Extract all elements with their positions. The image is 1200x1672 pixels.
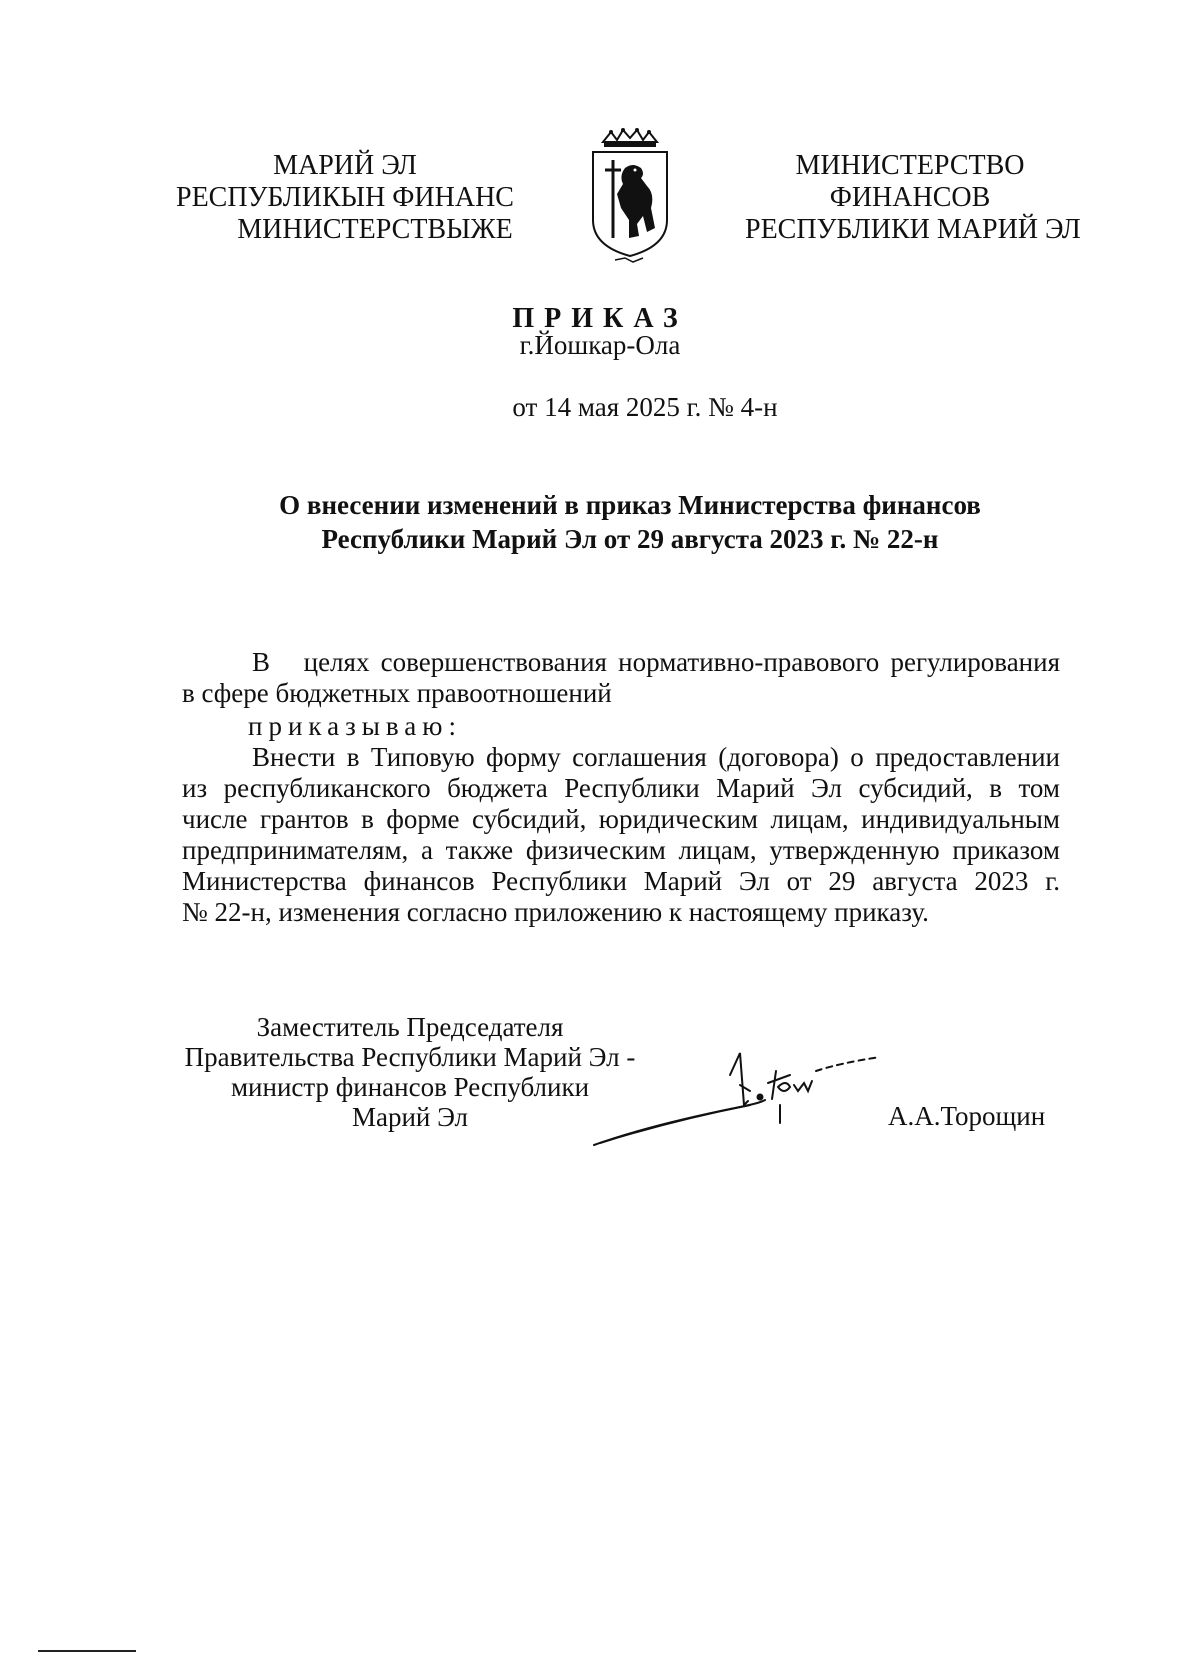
order-line-3: числе грантов в форме субсидий, юридическим лицам, индивидуальным bbox=[182, 804, 1060, 834]
preamble-paragraph bbox=[182, 647, 1060, 709]
document-date-number: от 14 мая 2025 г. № 4-н bbox=[512, 392, 778, 422]
order-line-2: из республиканского бюджета Республики Марий Эл субсидий, в том bbox=[182, 773, 1060, 803]
signatory-position bbox=[180, 1012, 640, 1132]
document-type-title: ПРИКАЗ bbox=[512, 303, 688, 334]
header-right-line-2: ФИНАНСОВ bbox=[829, 182, 991, 213]
footer-divider bbox=[38, 1650, 136, 1652]
order-line-5: Министерства финансов Республики Марий Эл от 29 августа 2023 г. bbox=[182, 866, 1060, 896]
preamble-line-1: В целях совершенствования нормативно-правового регулирования bbox=[252, 647, 1060, 677]
document-city: г.Йошкар-Ола bbox=[519, 330, 681, 360]
header-left-line-2: РЕСПУБЛИКЫН ФИНАНС bbox=[176, 182, 514, 213]
header-right-line-3: РЕСПУБЛИКИ МАРИЙ ЭЛ bbox=[745, 214, 1081, 245]
handwritten-signature-icon bbox=[590, 1045, 920, 1155]
position-line-1: Заместитель Председателя bbox=[256, 1012, 564, 1042]
order-paragraph bbox=[182, 742, 1060, 928]
header-left-line-3: МИНИСТЕРСТВЫЖЕ bbox=[237, 214, 513, 245]
order-line-6: № 22-н, изменения согласно приложению к настоящему приказу. bbox=[182, 897, 929, 927]
order-line-1: Внести в Типовую форму соглашения (договора) о предоставлении bbox=[252, 742, 1060, 772]
coat-of-arms-bear-icon bbox=[585, 128, 675, 268]
document-subject bbox=[240, 488, 1020, 556]
order-word: приказываю: bbox=[248, 711, 462, 741]
position-line-3: министр финансов Республики bbox=[230, 1072, 590, 1102]
header-left-marij bbox=[175, 150, 515, 246]
header-right-line-1: МИНИСТЕРСТВО bbox=[795, 150, 1025, 181]
header-right-ministry bbox=[745, 150, 1081, 246]
subject-line-2: Республики Марий Эл от 29 августа 2023 г. № 22-н bbox=[321, 524, 939, 554]
header-left-line-1: МАРИЙ ЭЛ bbox=[273, 150, 417, 181]
position-line-2: Правительства Республики Марий Эл - bbox=[184, 1042, 636, 1072]
position-line-4: Марий Эл bbox=[351, 1102, 469, 1132]
preamble-line-2: в сфере бюджетных правоотношений bbox=[182, 678, 612, 708]
order-line-4: предпринимателям, а также физическим лицам, утвержденную приказом bbox=[182, 835, 1060, 865]
signatory-name: А.А.Торощин bbox=[888, 1101, 1046, 1131]
subject-line-1: О внесении изменений в приказ Министерства финансов bbox=[279, 490, 981, 520]
